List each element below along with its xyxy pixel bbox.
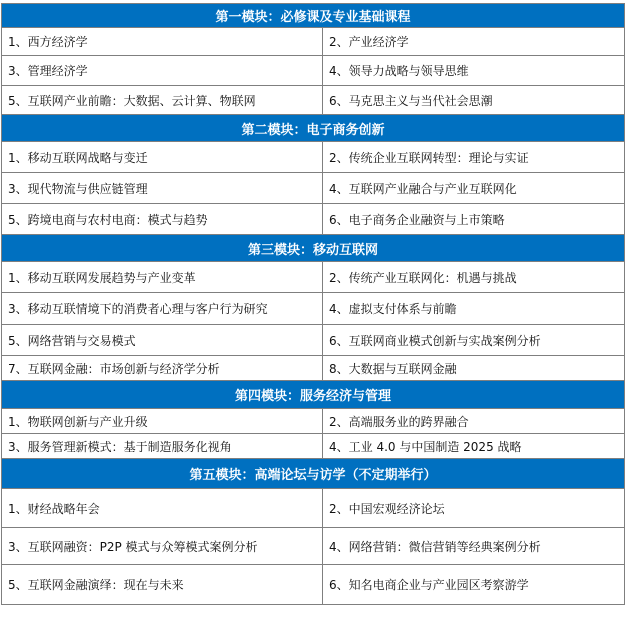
- table-row: [2, 356, 625, 381]
- module-header-row: [2, 4, 625, 28]
- course-cell: 2、传统产业互联网化：机遇与挑战: [323, 262, 625, 293]
- course-cell: 5、网络营销与交易模式: [2, 325, 323, 356]
- table-row: [2, 528, 625, 565]
- course-cell: 5、互联网金融演绎：现在与未来: [2, 565, 323, 605]
- module-header-row: [2, 235, 625, 262]
- table-row: [2, 565, 625, 605]
- course-cell: 5、互联网产业前瞻：大数据、云计算、物联网: [2, 86, 323, 115]
- course-cell: 4、网络营销：微信营销等经典案例分析: [323, 528, 625, 565]
- course-cell: 2、中国宏观经济论坛: [323, 489, 625, 528]
- course-cell: 4、工业 4.0 与中国制造 2025 战略: [323, 434, 625, 459]
- course-cell: 1、移动互联网发展趋势与产业变革: [2, 262, 323, 293]
- course-cell: 1、西方经济学: [2, 28, 323, 56]
- course-cell: 5、跨境电商与农村电商：模式与趋势: [2, 204, 323, 235]
- table-row: [2, 56, 625, 86]
- curriculum-table: [1, 3, 625, 605]
- module-header-row: [2, 381, 625, 409]
- module-header-row: [2, 115, 625, 142]
- course-cell: 3、现代物流与供应链管理: [2, 173, 323, 204]
- module-5-title: 第五模块：高端论坛与访学（不定期举行）: [2, 459, 625, 489]
- module-header-row: [2, 459, 625, 489]
- module-4-title: 第四模块：服务经济与管理: [2, 381, 625, 409]
- table-row: [2, 204, 625, 235]
- course-cell: 7、互联网金融：市场创新与经济学分析: [2, 356, 323, 381]
- course-cell: 2、传统企业互联网转型：理论与实证: [323, 142, 625, 173]
- course-cell: 3、移动互联情境下的消费者心理与客户行为研究: [2, 293, 323, 325]
- table-row: [2, 293, 625, 325]
- course-cell: 4、领导力战略与领导思维: [323, 56, 625, 86]
- course-cell: 1、财经战略年会: [2, 489, 323, 528]
- table-row: [2, 409, 625, 434]
- table-row: [2, 489, 625, 528]
- course-cell: 6、电子商务企业融资与上市策略: [323, 204, 625, 235]
- table-row: [2, 173, 625, 204]
- course-cell: 3、服务管理新模式：基于制造服务化视角: [2, 434, 323, 459]
- course-cell: 2、产业经济学: [323, 28, 625, 56]
- course-cell: 4、虚拟支付体系与前瞻: [323, 293, 625, 325]
- course-cell: 8、大数据与互联网金融: [323, 356, 625, 381]
- course-cell: 2、高端服务业的跨界融合: [323, 409, 625, 434]
- course-cell: 6、马克思主义与当代社会思潮: [323, 86, 625, 115]
- table-row: [2, 434, 625, 459]
- table-row: [2, 28, 625, 56]
- module-2-title: 第二模块：电子商务创新: [2, 115, 625, 142]
- course-cell: 6、互联网商业模式创新与实战案例分析: [323, 325, 625, 356]
- table-row: [2, 262, 625, 293]
- course-cell: 3、互联网融资：P2P 模式与众筹模式案例分析: [2, 528, 323, 565]
- course-cell: 6、知名电商企业与产业园区考察游学: [323, 565, 625, 605]
- course-cell: 1、移动互联网战略与变迁: [2, 142, 323, 173]
- table-row: [2, 142, 625, 173]
- course-cell: 1、物联网创新与产业升级: [2, 409, 323, 434]
- course-cell: 3、管理经济学: [2, 56, 323, 86]
- module-3-title: 第三模块：移动互联网: [2, 235, 625, 262]
- table-row: [2, 325, 625, 356]
- table-row: [2, 86, 625, 115]
- course-cell: 4、互联网产业融合与产业互联网化: [323, 173, 625, 204]
- module-1-title: 第一模块：必修课及专业基础课程: [2, 4, 625, 28]
